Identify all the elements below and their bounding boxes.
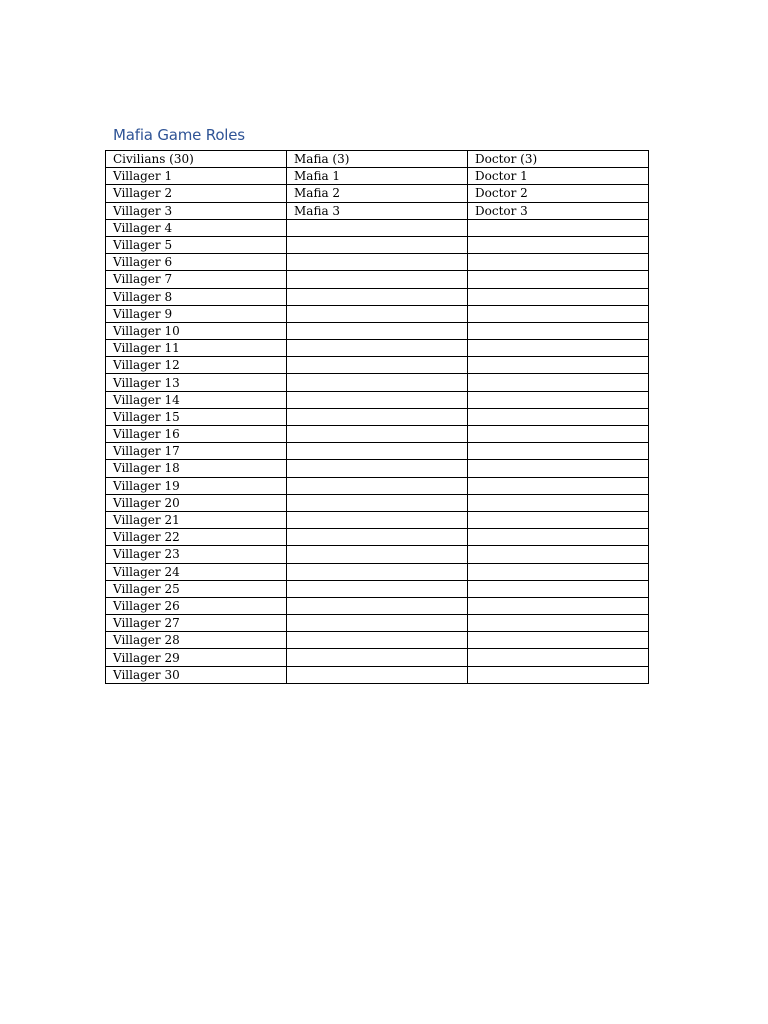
table-row [106,322,649,339]
mafia-cell [287,357,468,374]
doctor-cell [468,236,649,253]
mafia-cell [287,529,468,546]
civilian-cell: Villager 19 [106,477,287,494]
mafia-cell [287,494,468,511]
mafia-cell [287,632,468,649]
table-row [106,615,649,632]
doctor-cell [468,340,649,357]
civilian-cell: Villager 13 [106,374,287,391]
roles-table [105,150,649,684]
mafia-cell [287,322,468,339]
mafia-cell [287,615,468,632]
table-row [106,597,649,614]
mafia-cell [287,426,468,443]
doctor-cell [468,322,649,339]
table-row [106,666,649,683]
doctor-cell: Doctor 2 [468,185,649,202]
mafia-cell [287,580,468,597]
doctor-cell [468,580,649,597]
civilian-cell: Villager 7 [106,271,287,288]
doctor-cell [468,649,649,666]
header-doctor: Doctor (3) [468,151,649,168]
table-row [106,374,649,391]
civilian-cell: Villager 29 [106,649,287,666]
table-row [106,340,649,357]
table-row [106,305,649,322]
doctor-cell [468,271,649,288]
civilian-cell: Villager 28 [106,632,287,649]
civilian-cell: Villager 11 [106,340,287,357]
civilian-cell: Villager 3 [106,202,287,219]
table-row [106,185,649,202]
mafia-cell: Mafia 3 [287,202,468,219]
mafia-cell [287,305,468,322]
mafia-cell [287,460,468,477]
mafia-cell [287,597,468,614]
mafia-cell: Mafia 1 [287,168,468,185]
doctor-cell [468,443,649,460]
mafia-cell [287,408,468,425]
table-row [106,546,649,563]
doctor-cell [468,426,649,443]
mafia-cell [287,271,468,288]
civilian-cell: Villager 21 [106,511,287,528]
civilian-cell: Villager 6 [106,254,287,271]
civilian-cell: Villager 4 [106,219,287,236]
doctor-cell [468,374,649,391]
mafia-cell [287,511,468,528]
doctor-cell [468,597,649,614]
civilian-cell: Villager 9 [106,305,287,322]
table-row [106,649,649,666]
doctor-cell [468,357,649,374]
doctor-cell [468,219,649,236]
civilian-cell: Villager 23 [106,546,287,563]
civilian-cell: Villager 10 [106,322,287,339]
doctor-cell [468,632,649,649]
mafia-cell [287,219,468,236]
table-row [106,357,649,374]
civilian-cell: Villager 24 [106,563,287,580]
table-row [106,271,649,288]
doctor-cell [468,546,649,563]
doctor-cell [468,288,649,305]
table-row [106,632,649,649]
doctor-cell [468,563,649,580]
table-row [106,168,649,185]
table-row [106,236,649,253]
civilian-cell: Villager 27 [106,615,287,632]
table-row [106,477,649,494]
doctor-cell [468,615,649,632]
table-row [106,443,649,460]
header-mafia: Mafia (3) [287,151,468,168]
civilian-cell: Villager 14 [106,391,287,408]
mafia-cell [287,546,468,563]
table-row [106,563,649,580]
roles-table-body [106,151,649,684]
mafia-cell [287,254,468,271]
civilian-cell: Villager 2 [106,185,287,202]
mafia-cell [287,649,468,666]
civilian-cell: Villager 5 [106,236,287,253]
mafia-cell [287,340,468,357]
doctor-cell: Doctor 3 [468,202,649,219]
mafia-cell [287,443,468,460]
table-row [106,580,649,597]
table-row [106,288,649,305]
civilian-cell: Villager 18 [106,460,287,477]
header-civilians: Civilians (30) [106,151,287,168]
civilian-cell: Villager 16 [106,426,287,443]
mafia-cell [287,236,468,253]
mafia-cell [287,666,468,683]
civilian-cell: Villager 15 [106,408,287,425]
table-row [106,391,649,408]
mafia-cell [287,477,468,494]
doctor-cell [468,511,649,528]
mafia-cell [287,391,468,408]
doctor-cell [468,391,649,408]
mafia-cell [287,288,468,305]
civilian-cell: Villager 25 [106,580,287,597]
doctor-cell [468,529,649,546]
doctor-cell [468,408,649,425]
civilian-cell: Villager 26 [106,597,287,614]
doctor-cell: Doctor 1 [468,168,649,185]
doctor-cell [468,254,649,271]
civilian-cell: Villager 1 [106,168,287,185]
table-row [106,426,649,443]
table-row [106,511,649,528]
table-row [106,494,649,511]
civilian-cell: Villager 17 [106,443,287,460]
mafia-cell: Mafia 2 [287,185,468,202]
table-row [106,202,649,219]
doctor-cell [468,460,649,477]
table-row [106,408,649,425]
document-title: Mafia Game Roles [113,126,245,144]
table-row [106,219,649,236]
mafia-cell [287,374,468,391]
civilian-cell: Villager 30 [106,666,287,683]
doctor-cell [468,666,649,683]
table-row [106,254,649,271]
table-row [106,529,649,546]
table-row [106,460,649,477]
doctor-cell [468,305,649,322]
doctor-cell [468,477,649,494]
table-header-row [106,151,649,168]
civilian-cell: Villager 20 [106,494,287,511]
civilian-cell: Villager 8 [106,288,287,305]
doctor-cell [468,494,649,511]
civilian-cell: Villager 22 [106,529,287,546]
civilian-cell: Villager 12 [106,357,287,374]
mafia-cell [287,563,468,580]
